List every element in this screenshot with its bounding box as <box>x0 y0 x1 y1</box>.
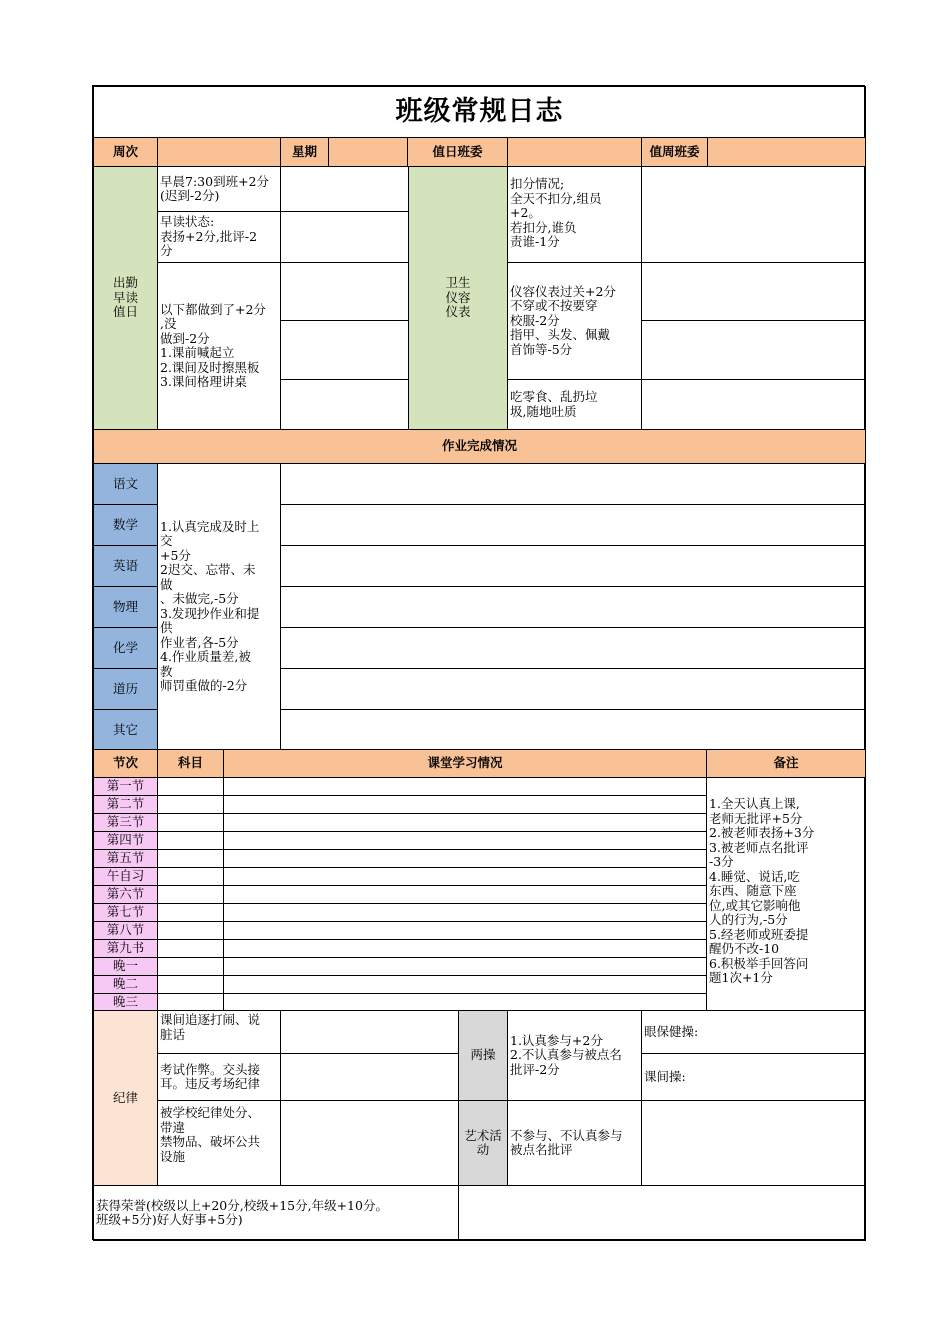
homework-subject: 其它 <box>93 709 158 751</box>
period-subject-cell[interactable] <box>157 993 224 1011</box>
exercises-label: 两操 <box>458 1010 508 1101</box>
period-name: 第八节 <box>93 921 158 940</box>
weekly-committee-label: 值周班委 <box>641 137 708 167</box>
period-name: 晚二 <box>93 975 158 994</box>
attendance-entry-cell[interactable] <box>280 211 409 263</box>
period-study-cell[interactable] <box>223 867 707 886</box>
period-name: 第六节 <box>93 885 158 904</box>
period-label: 节次 <box>93 749 158 778</box>
discipline-rule: 被学校纪律处分、 带違 禁物品、破坏公共 设施 <box>157 1100 281 1186</box>
period-name: 晚三 <box>93 993 158 1011</box>
week-label: 周次 <box>93 137 158 167</box>
period-study-cell[interactable] <box>223 831 707 850</box>
period-name: 第四节 <box>93 831 158 850</box>
discipline-label: 纪律 <box>93 1010 158 1186</box>
weekday-label: 星期 <box>280 137 329 167</box>
homework-entry-cell[interactable] <box>280 545 866 587</box>
hygiene-entry-cell[interactable] <box>641 262 866 321</box>
homework-subject: 数学 <box>93 504 158 546</box>
discipline-entry-cell[interactable] <box>280 1100 459 1186</box>
attendance-entry-cell[interactable] <box>280 262 409 321</box>
period-name: 午自习 <box>93 867 158 886</box>
homework-entry-cell[interactable] <box>280 668 866 710</box>
homework-rules: 1.认真完成及时上 交 +5分 2迟交、忘带、未 做 、未做完,-5分 3.发现抄作业和提 供 作业者,各-5分 4.作业质量差,被 教 师罚重做的-2分 <box>157 463 281 750</box>
class-log-sheet <box>92 85 865 1240</box>
hygiene-entry-cell[interactable] <box>641 166 866 263</box>
weekday-value-cell[interactable] <box>328 137 408 167</box>
hygiene-rule: 扣分情况; 全天不扣分,组员 +2。 若扣分,谁负 责谁-1分 <box>507 166 642 263</box>
period-study-cell[interactable] <box>223 849 707 868</box>
period-subject-cell[interactable] <box>157 921 224 940</box>
hygiene-label: 卫生 仪容 仪表 <box>408 166 508 430</box>
duty-committee-label: 值日班委 <box>407 137 508 167</box>
discipline-entry-cell[interactable] <box>280 1053 459 1101</box>
homework-subject: 英语 <box>93 545 158 587</box>
attendance-entry-cell[interactable] <box>280 166 409 212</box>
weekly-committee-value-cell[interactable] <box>707 137 866 167</box>
hygiene-rule: 吃零食、乱扔垃 圾,随地吐质 <box>507 379 642 430</box>
attendance-rule: 早读状态: 表扬+2分,批评-2 分 <box>157 211 281 263</box>
week-value-cell[interactable] <box>157 137 281 167</box>
homework-entry-cell[interactable] <box>280 709 866 750</box>
attendance-entry-cell[interactable] <box>280 379 409 430</box>
art-rule: 不参与、不认真参与 被点名批评 <box>507 1100 642 1186</box>
homework-section-title: 作业完成情况 <box>93 429 866 464</box>
homework-entry-cell[interactable] <box>280 627 866 669</box>
period-subject-cell[interactable] <box>157 831 224 850</box>
period-subject-cell[interactable] <box>157 795 224 814</box>
duty-committee-value-cell[interactable] <box>507 137 642 167</box>
period-study-cell[interactable] <box>223 993 707 1011</box>
discipline-rule: 考试作弊。交头接 耳。违反考场纪律 <box>157 1053 281 1101</box>
period-study-cell[interactable] <box>223 957 707 976</box>
homework-subject: 化学 <box>93 627 158 669</box>
period-name: 第七节 <box>93 903 158 922</box>
period-study-cell[interactable] <box>223 813 707 832</box>
period-name: 第三节 <box>93 813 158 832</box>
honors-entry-cell[interactable] <box>458 1185 866 1241</box>
homework-entry-cell[interactable] <box>280 586 866 628</box>
hygiene-entry-cell[interactable] <box>641 379 866 430</box>
period-study-cell[interactable] <box>223 921 707 940</box>
period-subject-cell[interactable] <box>157 975 224 994</box>
period-study-cell[interactable] <box>223 795 707 814</box>
homework-subject: 物理 <box>93 586 158 628</box>
period-study-cell[interactable] <box>223 885 707 904</box>
period-study-cell[interactable] <box>223 777 707 796</box>
period-subject-cell[interactable] <box>157 849 224 868</box>
period-name: 第一节 <box>93 777 158 796</box>
remarks-label: 备注 <box>706 749 866 778</box>
period-name: 第二节 <box>93 795 158 814</box>
discipline-entry-cell[interactable] <box>280 1010 459 1054</box>
hygiene-entry-cell[interactable] <box>641 320 866 380</box>
attendance-rule: 以下都做到了+2分 ,没 做到-2分 1.课前喊起立 2.课间及时擦黑板 3.课间格理讲桌 <box>157 262 281 430</box>
attendance-entry-cell[interactable] <box>280 320 409 380</box>
subject-label: 科目 <box>157 749 224 778</box>
period-subject-cell[interactable] <box>157 777 224 796</box>
period-subject-cell[interactable] <box>157 867 224 886</box>
homework-subject: 语文 <box>93 463 158 505</box>
period-study-cell[interactable] <box>223 975 707 994</box>
honors-rule: 获得荣誉(校级以上+20分,校级+15分,年级+10分。 班级+5分)好人好事+5分) <box>93 1185 459 1241</box>
period-subject-cell[interactable] <box>157 903 224 922</box>
attendance-label: 出勤 早读 值日 <box>93 166 158 430</box>
period-name: 第五节 <box>93 849 158 868</box>
period-study-cell[interactable] <box>223 939 707 958</box>
period-name: 晚一 <box>93 957 158 976</box>
art-label: 艺术活 动 <box>458 1100 508 1186</box>
homework-subject: 道历 <box>93 668 158 710</box>
period-subject-cell[interactable] <box>157 813 224 832</box>
homework-entry-cell[interactable] <box>280 504 866 546</box>
study-label: 课堂学习情况 <box>223 749 707 778</box>
period-subject-cell[interactable] <box>157 939 224 958</box>
period-study-cell[interactable] <box>223 903 707 922</box>
eye-exercise-cell[interactable]: 眼保健操: <box>641 1010 866 1054</box>
period-name: 第九书 <box>93 939 158 958</box>
period-subject-cell[interactable] <box>157 885 224 904</box>
discipline-rule: 课间追逐打闹、说 脏话 <box>157 1010 281 1054</box>
classroom-remarks: 1.全天认真上课, 老师无批评+5分 2.被老师表扬+3分 3.被老师点名批评 -3分 4.睡觉、说话,吃 东西、随意下座 位,或其它影响他 人的行为,-5分 5.经老师或班委提 醒仍不改-10 6.积极举手回答问 题1次+1分 <box>706 777 866 1011</box>
page-title: 班级常规日志 <box>93 86 866 138</box>
hygiene-rule: 仪容仪表过关+2分 不穿或不按要穿 校服-2分 指甲、头发、佩戴 首饰等-5分 <box>507 262 642 380</box>
exercises-rule: 1.认真参与+2分 2.不认真参与被点名 批评-2分 <box>507 1010 642 1101</box>
art-entry-cell[interactable] <box>641 1100 866 1186</box>
period-subject-cell[interactable] <box>157 957 224 976</box>
break-exercise-cell[interactable]: 课间操: <box>641 1053 866 1101</box>
attendance-rule: 早晨7:30到班+2分 (迟到-2分) <box>157 166 281 212</box>
homework-entry-cell[interactable] <box>280 463 866 505</box>
